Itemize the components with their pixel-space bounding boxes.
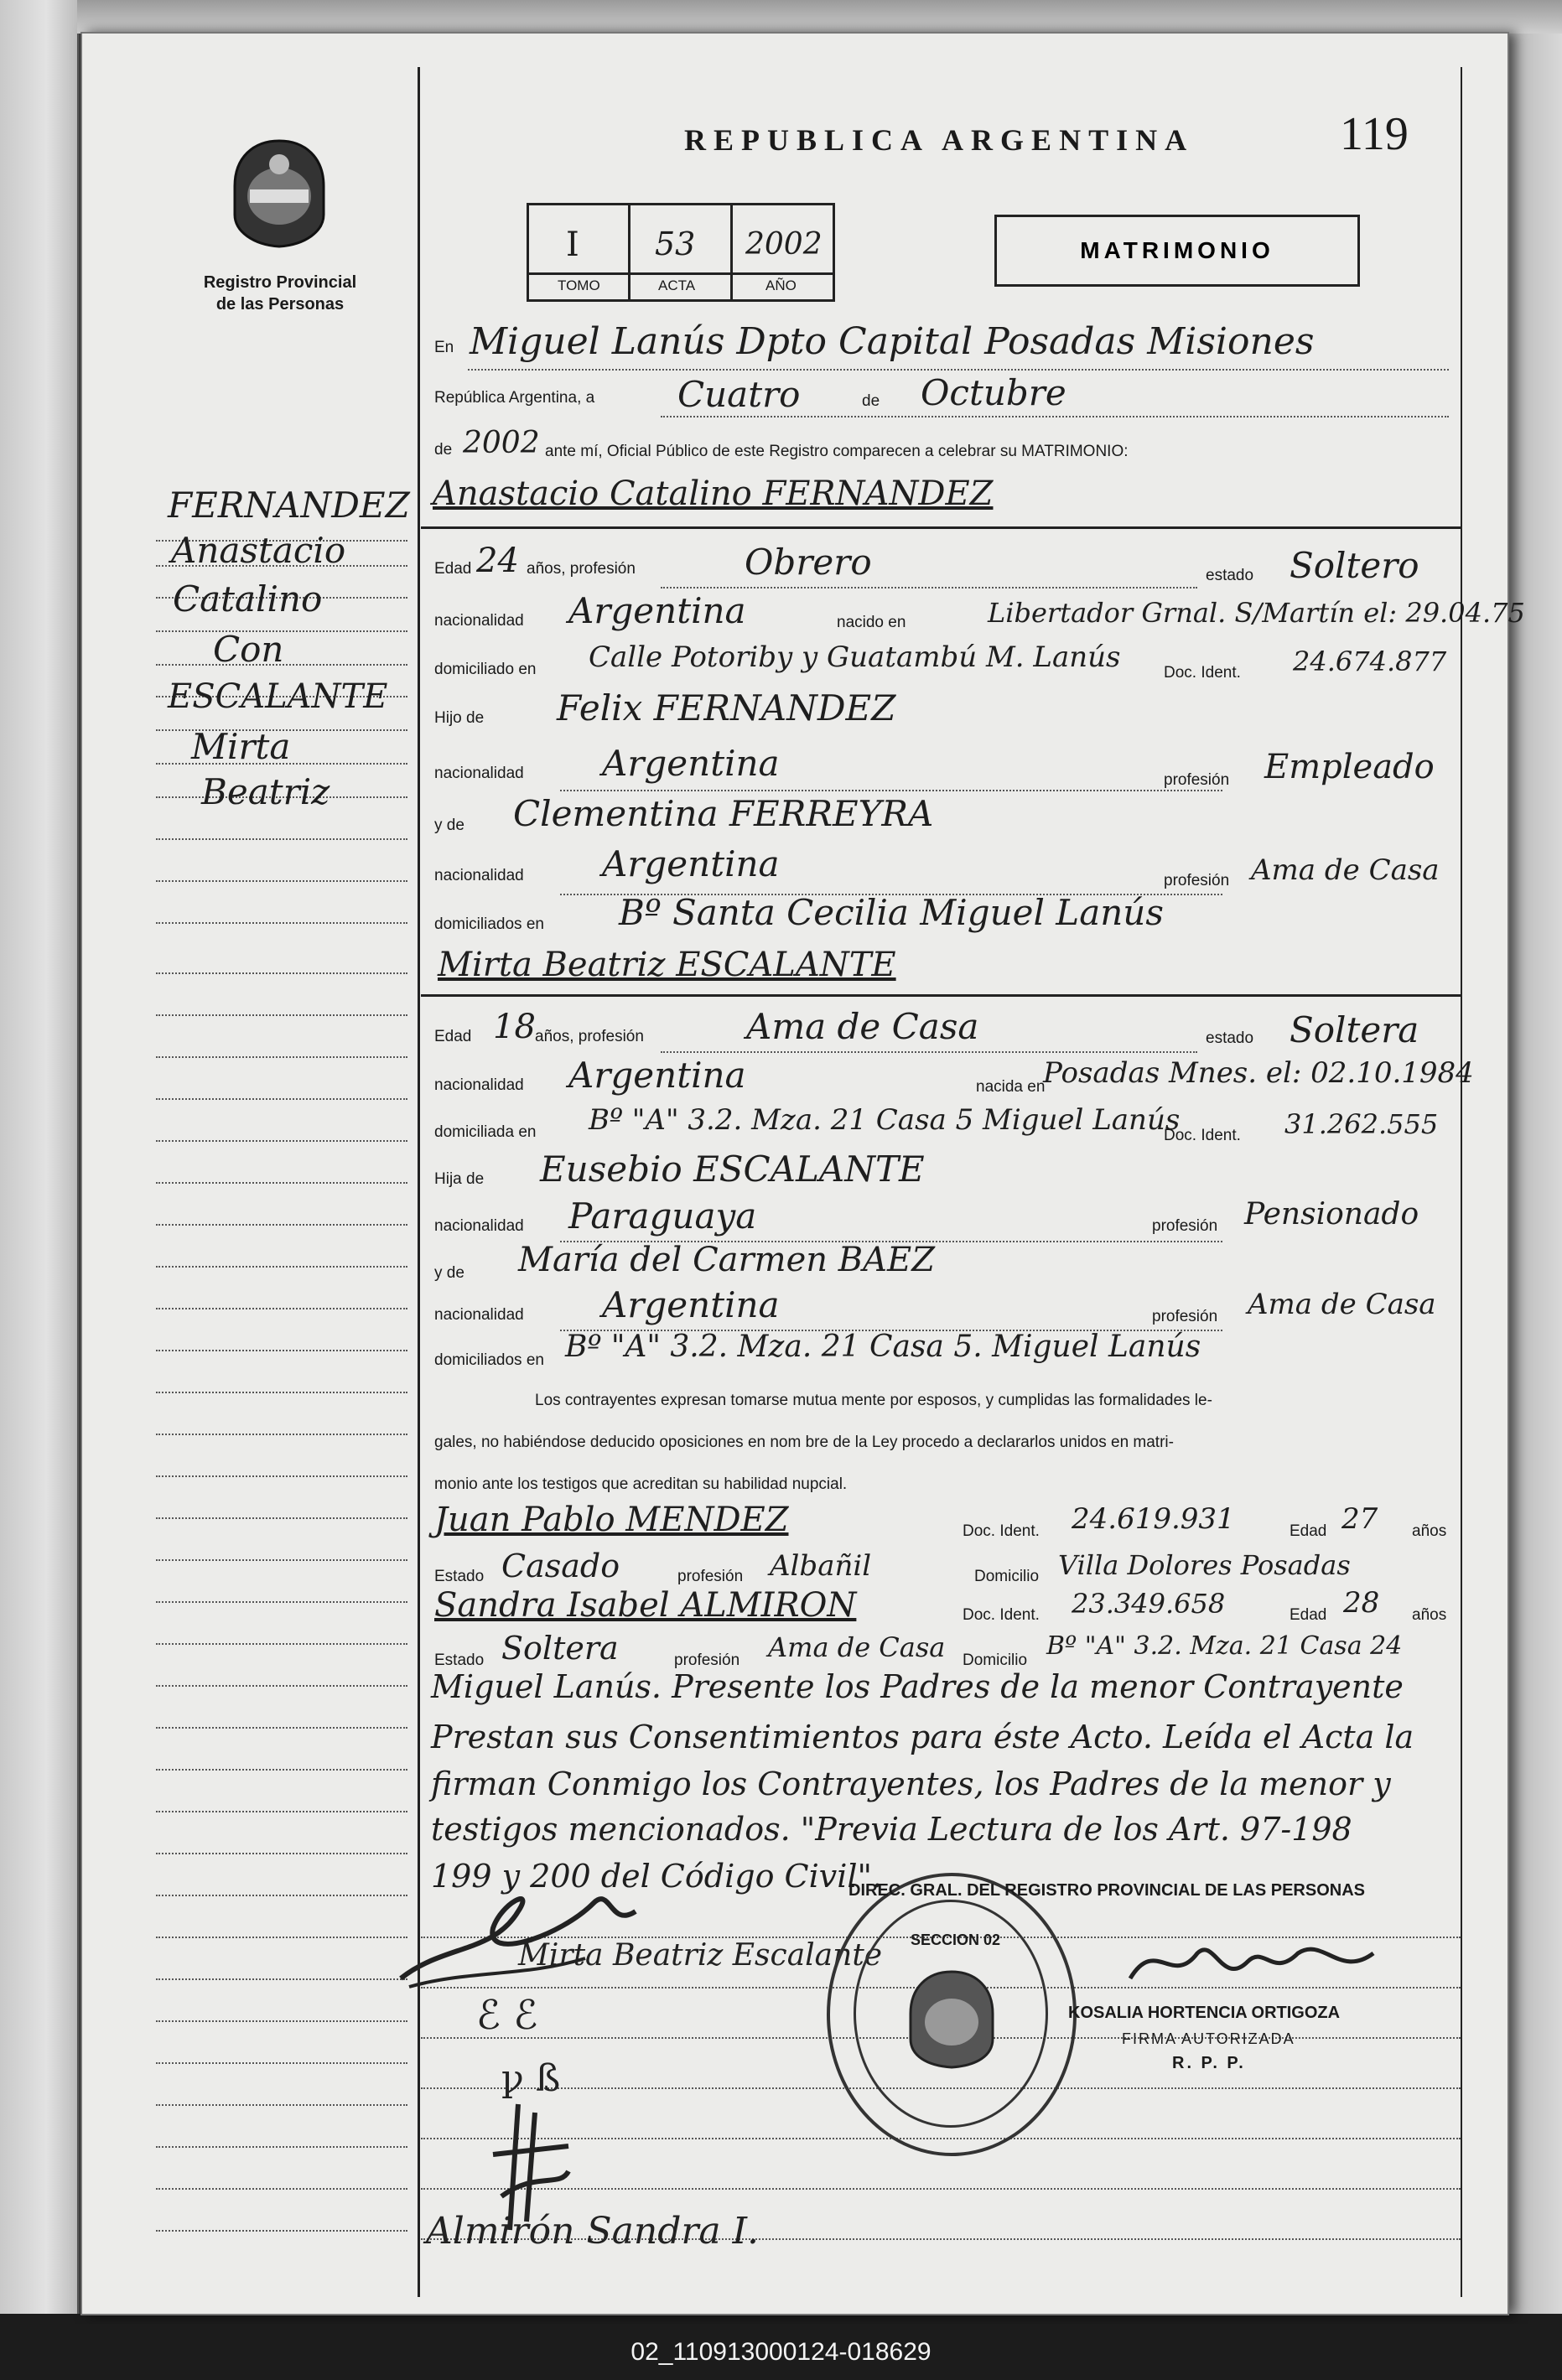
bride-hija-label: Hija de bbox=[434, 1170, 485, 1188]
bride-mprof: Ama de Casa bbox=[1248, 1288, 1436, 1321]
bride-pdom-label: domiciliados en bbox=[434, 1351, 544, 1369]
groom-dom-label: domiciliado en bbox=[434, 661, 537, 678]
declaration-line1: Los contrayentes expresan tomarse mutua mente por esposos, y cumplidas las formalidades le- bbox=[535, 1392, 1212, 1409]
groom-edad: 24 bbox=[476, 542, 519, 580]
groom-profesion: Obrero bbox=[745, 542, 872, 583]
groom-hijo-label: Hijo de bbox=[434, 709, 485, 727]
groom-mnac: Argentina bbox=[602, 843, 780, 884]
bride-name: Mirta Beatriz ESCALANTE bbox=[438, 946, 896, 984]
signature-bride: Mirta Beatriz Escalante bbox=[518, 1938, 883, 1973]
note-line-4: testigos mencionados. "Previa Lectura de los Art. 97-198 bbox=[431, 1811, 1352, 1848]
witness2-anos-label: años bbox=[1412, 1606, 1447, 1624]
witness2-name: Sandra Isabel ALMIRON bbox=[434, 1586, 857, 1625]
groom-fprof-label: profesión bbox=[1164, 771, 1230, 789]
official-rpp: R. P. P. bbox=[1172, 2054, 1246, 2072]
bride-mprof-label: profesión bbox=[1152, 1308, 1218, 1325]
bride-edad-label: Edad bbox=[434, 1028, 472, 1045]
groom-nac-label: nacionalidad bbox=[434, 612, 524, 630]
witness1-estado: Casado bbox=[501, 1548, 620, 1584]
footer-id: 02_110913000124-018629 bbox=[0, 2324, 1562, 2380]
witness2-edad: 28 bbox=[1343, 1586, 1380, 1620]
groom-mprof-label: profesión bbox=[1164, 872, 1230, 889]
official-title: FIRMA AUTORIZADA bbox=[1122, 2030, 1295, 2047]
bride-fnac: Paraguaya bbox=[568, 1195, 757, 1237]
signature-initials-2: ꝩ ß bbox=[501, 2057, 561, 2100]
year-value: 2002 bbox=[463, 426, 540, 460]
registry-emblem-icon bbox=[230, 137, 329, 250]
bride-mnac: Argentina bbox=[602, 1284, 780, 1325]
groom-dom: Calle Potoriby y Guatambú M. Lanús bbox=[589, 640, 1121, 674]
margin-note-4: Con bbox=[213, 629, 284, 670]
register-page bbox=[80, 32, 1525, 2315]
groom-name: Anastacio Catalino FERNANDEZ bbox=[433, 474, 994, 513]
groom-doc-label: Doc. Ident. bbox=[1164, 664, 1241, 682]
intro-statement: ante mí, Oficial Público de este Registro comparecen a celebrar su MATRIMONIO: bbox=[545, 443, 1129, 460]
groom-mprof: Ama de Casa bbox=[1251, 853, 1440, 887]
ano-label: AÑO bbox=[765, 277, 797, 293]
signature-initials-1: ℰ ℰ bbox=[476, 1992, 538, 2039]
witness1-anos-label: años bbox=[1412, 1522, 1447, 1540]
witness1-edad: 27 bbox=[1341, 1502, 1378, 1536]
margin-note-2: Anastacio bbox=[171, 530, 346, 571]
right-margin-rule bbox=[1461, 67, 1462, 2297]
bride-profesion-label: años, profesión bbox=[535, 1028, 644, 1045]
bride-fprof-label: profesión bbox=[1152, 1217, 1218, 1235]
de-year-label: de bbox=[434, 441, 453, 459]
witness2-prof-label: profesión bbox=[674, 1651, 740, 1669]
groom-estado: Soltero bbox=[1290, 545, 1419, 586]
note-line-3: firman Conmigo los Contrayentes, los Padres de la menor y bbox=[431, 1766, 1391, 1802]
groom-yde-label: y de bbox=[434, 817, 464, 834]
bride-nac: Argentina bbox=[568, 1055, 746, 1096]
groom-mother: Clementina FERREYRA bbox=[513, 793, 934, 834]
acta-value: 53 bbox=[655, 226, 696, 262]
witness2-dom-label: Domicilio bbox=[963, 1651, 1028, 1669]
witness1-edad-label: Edad bbox=[1290, 1522, 1327, 1540]
groom-estado-label: estado bbox=[1206, 567, 1254, 584]
margin-note-5: ESCALANTE bbox=[168, 677, 388, 716]
groom-doc: 24.674.877 bbox=[1293, 646, 1447, 677]
bride-estado-label: estado bbox=[1206, 1029, 1254, 1047]
groom-fnac: Argentina bbox=[602, 743, 780, 784]
declaration-line3: monio ante los testigos que acreditan su habilidad nupcial. bbox=[434, 1475, 848, 1493]
bride-dom: Bº "A" 3.2. Mza. 21 Casa 5 Miguel Lanús bbox=[589, 1103, 1181, 1137]
witness1-dom-label: Domicilio bbox=[974, 1568, 1040, 1585]
country-heading: REPUBLICA ARGENTINA bbox=[684, 123, 1195, 157]
witness2-doc-label: Doc. Ident. bbox=[963, 1606, 1040, 1624]
bride-mother: María del Carmen BAEZ bbox=[518, 1241, 935, 1279]
margin-note-6: Mirta bbox=[191, 726, 291, 767]
witness1-doc: 24.619.931 bbox=[1072, 1502, 1235, 1536]
ano-value: 2002 bbox=[745, 227, 823, 262]
margin-note-1: FERNANDEZ bbox=[168, 485, 410, 526]
witness2-prof: Ama de Casa bbox=[768, 1631, 946, 1663]
tomo-label: TOMO bbox=[558, 277, 600, 293]
witness2-edad-label: Edad bbox=[1290, 1606, 1327, 1624]
groom-fnac-label: nacionalidad bbox=[434, 765, 524, 782]
groom-profesion-label: años, profesión bbox=[527, 560, 636, 578]
seal-emblem-icon bbox=[906, 1968, 998, 2069]
bride-mnac-label: nacionalidad bbox=[434, 1306, 524, 1324]
bride-estado: Soltera bbox=[1290, 1009, 1419, 1050]
groom-nac: Argentina bbox=[568, 590, 746, 631]
groom-pdom: Bº Santa Cecilia Miguel Lanús bbox=[619, 892, 1164, 933]
bride-profesion: Ama de Casa bbox=[746, 1006, 979, 1047]
signature-official bbox=[1122, 1928, 1390, 2004]
witness2-dom: Bº "A" 3.2. Mza. 21 Casa 24 bbox=[1046, 1631, 1403, 1661]
groom-fprof: Empleado bbox=[1264, 748, 1435, 786]
bride-nac-label: nacionalidad bbox=[434, 1076, 524, 1094]
month-value: Octubre bbox=[921, 372, 1066, 413]
groom-mnac-label: nacionalidad bbox=[434, 867, 524, 884]
page-number: 119 bbox=[1340, 108, 1409, 160]
note-line-5: 199 y 200 del Código Civil". bbox=[431, 1858, 883, 1895]
registry-name-line1: Registro Provincial bbox=[203, 273, 357, 292]
declaration-line2: gales, no habiéndose deducido oposiciones en nom bre de la Ley procedo a declararlos unidos en matri- bbox=[434, 1434, 1174, 1451]
bride-doc: 31.262.555 bbox=[1284, 1108, 1439, 1140]
book-right-edge bbox=[1505, 34, 1562, 2314]
bride-nacida: Posadas Mnes. el: 02.10.1984 bbox=[1043, 1056, 1474, 1090]
note-line-2: Prestan sus Consentimientos para éste Acto. Leída el Acta la bbox=[431, 1719, 1414, 1755]
witness2-doc: 23.349.658 bbox=[1072, 1588, 1226, 1620]
place-value: Miguel Lanús Dpto Capital Posadas Misiones bbox=[470, 320, 1315, 363]
book-top-edge bbox=[77, 0, 1562, 34]
groom-nacido-label: nacido en bbox=[837, 614, 906, 631]
groom-pdom-label: domiciliados en bbox=[434, 915, 544, 933]
groom-edad-label: Edad bbox=[434, 560, 472, 578]
tomo-value: I bbox=[566, 226, 579, 264]
bride-edad: 18 bbox=[493, 1008, 536, 1046]
bride-fprof: Pensionado bbox=[1244, 1197, 1419, 1231]
witness1-estado-label: Estado bbox=[434, 1568, 485, 1585]
groom-father: Felix FERNANDEZ bbox=[557, 687, 896, 729]
registry-name-line2: de las Personas bbox=[215, 295, 345, 314]
margin-note-7: Beatriz bbox=[201, 771, 330, 812]
bride-fnac-label: nacionalidad bbox=[434, 1217, 524, 1235]
margin-note-3: Catalino bbox=[173, 578, 323, 620]
note-line-1: Miguel Lanús. Presente los Padres de la menor Contrayente bbox=[431, 1668, 1404, 1705]
witness1-name: Juan Pablo MENDEZ bbox=[434, 1501, 789, 1539]
bride-dom-label: domiciliada en bbox=[434, 1123, 537, 1141]
tomo-acta-ano-box bbox=[527, 203, 835, 302]
witness1-prof-label: profesión bbox=[677, 1568, 744, 1585]
witness2-estado-label: Estado bbox=[434, 1651, 485, 1669]
bride-pdom: Bº "A" 3.2. Mza. 21 Casa 5. Miguel Lanús bbox=[565, 1330, 1201, 1364]
witness1-dom: Villa Dolores Posadas bbox=[1058, 1549, 1351, 1581]
en-label: En bbox=[434, 339, 454, 356]
witness1-prof: Albañil bbox=[770, 1549, 872, 1583]
signature-witness: Almirón Sandra I. bbox=[426, 2210, 759, 2253]
witness2-estado: Soltera bbox=[501, 1630, 619, 1667]
de-label: de bbox=[862, 392, 880, 410]
groom-nacido: Libertador Grnal. S/Martín el: 29.04.75 bbox=[988, 597, 1525, 629]
seal-text: DIREC. GRAL. DEL REGISTRO PROVINCIAL DE LAS PERSONAS bbox=[848, 1881, 1365, 1900]
bride-nacida-label: nacida en bbox=[976, 1078, 1046, 1096]
day-value: Cuatro bbox=[677, 374, 801, 415]
bride-yde-label: y de bbox=[434, 1264, 464, 1282]
book-spine-left bbox=[0, 0, 80, 2314]
doc-type-box: MATRIMONIO bbox=[994, 215, 1360, 287]
official-name: KOSALIA HORTENCIA ORTIGOZA bbox=[1068, 2004, 1341, 2022]
acta-label: ACTA bbox=[658, 277, 696, 293]
seal-inner-text: SECCION 02 bbox=[911, 1931, 1001, 1948]
bride-doc-label: Doc. Ident. bbox=[1164, 1127, 1241, 1144]
republica-label: República Argentina, a bbox=[434, 389, 595, 407]
witness1-doc-label: Doc. Ident. bbox=[963, 1522, 1040, 1540]
bride-father: Eusebio ESCALANTE bbox=[540, 1149, 925, 1190]
